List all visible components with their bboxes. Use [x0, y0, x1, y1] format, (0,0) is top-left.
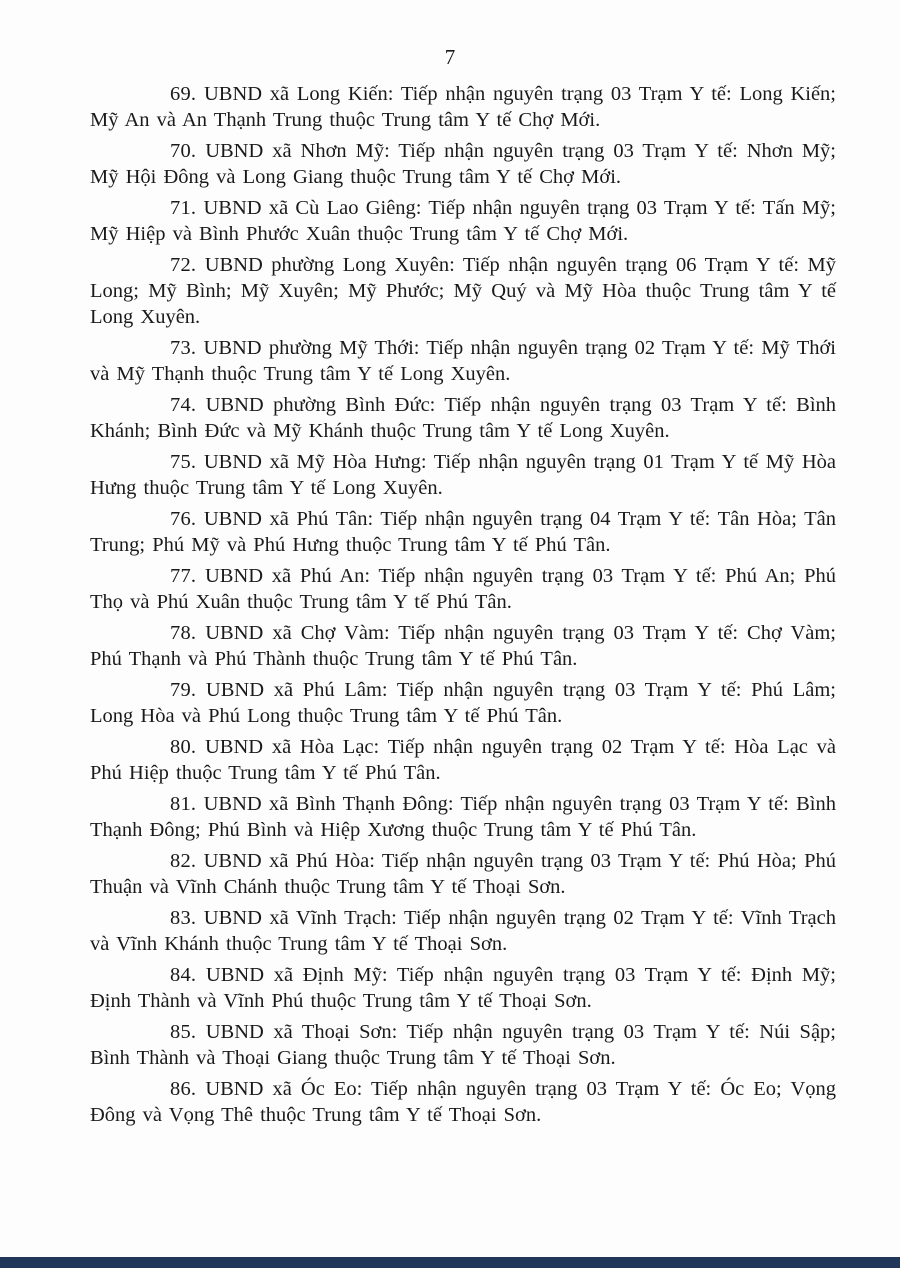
list-item — [90, 620, 836, 672]
item-text: UBND xã Óc Eo: Tiếp nhận nguyên trạng 03 Trạm Y tế: Óc Eo; Vọng Đông và Vọng Thê thuộc Trung tâm Y tế Thoại Sơn. — [90, 1078, 837, 1126]
list-item — [90, 506, 836, 558]
item-number: 78. — [170, 622, 197, 644]
list-item — [90, 392, 836, 444]
item-number: 75. — [170, 451, 197, 473]
item-text: UBND xã Phú An: Tiếp nhận nguyên trạng 03 Trạm Y tế: Phú An; Phú Thọ và Phú Xuân thuộc Trung tâm Y tế Phú Tân. — [90, 565, 836, 613]
item-text: UBND xã Bình Thạnh Đông: Tiếp nhận nguyên trạng 03 Trạm Y tế: Bình Thạnh Đông; Phú Bình và Hiệp Xương thuộc Trung tâm Y tế Phú Tân. — [90, 793, 837, 841]
item-number: 82. — [170, 850, 197, 872]
item-number: 84. — [170, 964, 197, 986]
item-text: UBND xã Định Mỹ: Tiếp nhận nguyên trạng 03 Trạm Y tế: Định Mỹ; Định Thành và Vĩnh Phú thuộc Trung tâm Y tế Thoại Sơn. — [90, 964, 836, 1012]
item-number: 79. — [170, 679, 197, 701]
list-item — [90, 1019, 836, 1071]
list-item — [90, 791, 836, 843]
item-number: 71. — [170, 197, 197, 219]
bottom-edge-bar — [0, 1257, 900, 1268]
list-item — [90, 962, 836, 1014]
page-number: 7 — [444, 45, 456, 69]
item-text: UBND xã Long Kiến: Tiếp nhận nguyên trạng 03 Trạm Y tế: Long Kiến; Mỹ An và An Thạnh Trung thuộc Trung tâm Y tế Chợ Mới. — [90, 83, 836, 131]
list-item — [90, 81, 836, 133]
item-number: 81. — [170, 793, 197, 815]
document-body — [90, 81, 836, 1133]
item-number: 74. — [170, 394, 197, 416]
item-text: UBND xã Chợ Vàm: Tiếp nhận nguyên trạng 03 Trạm Y tế: Chợ Vàm; Phú Thạnh và Phú Thành thuộc Trung tâm Y tế Phú Tân. — [90, 622, 837, 670]
item-text: UBND xã Cù Lao Giêng: Tiếp nhận nguyên trạng 03 Trạm Y tế: Tấn Mỹ; Mỹ Hiệp và Bình Phước Xuân thuộc Trung tâm Y tế Chợ Mới. — [90, 197, 836, 245]
list-item — [90, 252, 836, 330]
item-text: UBND xã Phú Lâm: Tiếp nhận nguyên trạng 03 Trạm Y tế: Phú Lâm; Long Hòa và Phú Long thuộc Trung tâm Y tế Phú Tân. — [90, 679, 836, 727]
item-number: 86. — [170, 1078, 197, 1100]
item-number: 80. — [170, 736, 197, 758]
item-number: 77. — [170, 565, 197, 587]
item-number: 70. — [170, 140, 197, 162]
list-item — [90, 195, 836, 247]
list-item — [90, 848, 836, 900]
item-text: UBND xã Phú Hòa: Tiếp nhận nguyên trạng 03 Trạm Y tế: Phú Hòa; Phú Thuận và Vĩnh Chánh thuộc Trung tâm Y tế Thoại Sơn. — [90, 850, 836, 898]
item-text: UBND xã Phú Tân: Tiếp nhận nguyên trạng 04 Trạm Y tế: Tân Hòa; Tân Trung; Phú Mỹ và Phú Hưng thuộc Trung tâm Y tế Phú Tân. — [90, 508, 836, 556]
item-text: UBND phường Bình Đức: Tiếp nhận nguyên trạng 03 Trạm Y tế: Bình Khánh; Bình Đức và Mỹ Khánh thuộc Trung tâm Y tế Long Xuyên. — [90, 394, 837, 442]
item-text: UBND xã Nhơn Mỹ: Tiếp nhận nguyên trạng 03 Trạm Y tế: Nhơn Mỹ; Mỹ Hội Đông và Long Giang thuộc Trung tâm Y tế Chợ Mới. — [90, 140, 836, 188]
item-text: UBND xã Mỹ Hòa Hưng: Tiếp nhận nguyên trạng 01 Trạm Y tế Mỹ Hòa Hưng thuộc Trung tâm Y tế Long Xuyên. — [90, 451, 837, 499]
list-item — [90, 734, 836, 786]
item-text: UBND xã Thoại Sơn: Tiếp nhận nguyên trạng 03 Trạm Y tế: Núi Sập; Bình Thành và Thoại Giang thuộc Trung tâm Y tế Thoại Sơn. — [90, 1021, 837, 1069]
item-text: UBND xã Hòa Lạc: Tiếp nhận nguyên trạng 02 Trạm Y tế: Hòa Lạc và Phú Hiệp thuộc Trung tâm Y tế Phú Tân. — [90, 736, 836, 784]
item-number: 72. — [170, 254, 197, 276]
item-text: UBND phường Long Xuyên: Tiếp nhận nguyên trạng 06 Trạm Y tế: Mỹ Long; Mỹ Bình; Mỹ Xuyên; Mỹ Phước; Mỹ Quý và Mỹ Hòa thuộc Trung tâm Y tế Long Xuyên. — [90, 254, 836, 328]
list-item — [90, 563, 836, 615]
list-item — [90, 905, 836, 957]
list-item — [90, 138, 836, 190]
item-number: 73. — [170, 337, 197, 359]
item-text: UBND phường Mỹ Thới: Tiếp nhận nguyên trạng 02 Trạm Y tế: Mỹ Thới và Mỹ Thạnh thuộc Trung tâm Y tế Long Xuyên. — [90, 337, 837, 385]
list-item — [90, 1076, 836, 1128]
list-item — [90, 449, 836, 501]
item-number: 76. — [170, 508, 197, 530]
item-text: UBND xã Vĩnh Trạch: Tiếp nhận nguyên trạng 02 Trạm Y tế: Vĩnh Trạch và Vĩnh Khánh thuộc Trung tâm Y tế Thoại Sơn. — [90, 907, 837, 955]
list-item — [90, 335, 836, 387]
list-item — [90, 677, 836, 729]
item-number: 69. — [170, 83, 197, 105]
item-number: 83. — [170, 907, 197, 929]
item-number: 85. — [170, 1021, 197, 1043]
